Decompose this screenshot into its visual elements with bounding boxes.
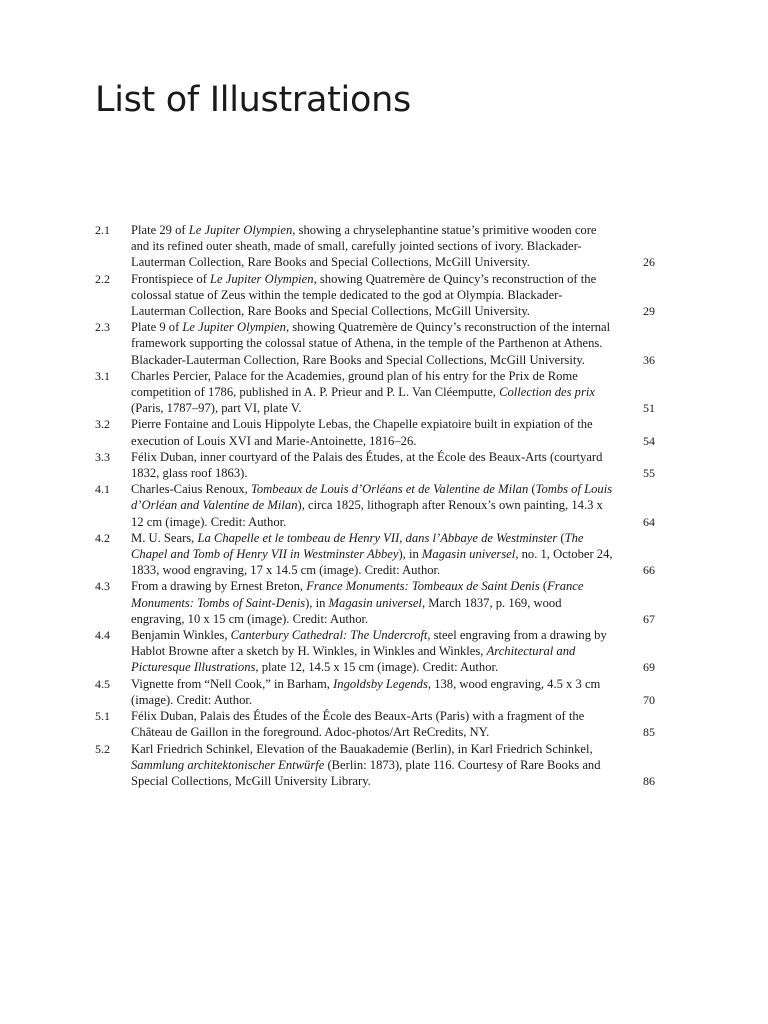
entry-page-number: 51 xyxy=(643,401,655,416)
caption-title-segment: Le Jupiter Olympien xyxy=(210,271,314,286)
caption-text-segment: Pierre Fontaine and Louis Hippolyte Lebas, the Chapelle expiatoire built in expiation of the execution of Louis XVI and Marie-Antoinette, 1816–26. xyxy=(131,417,593,448)
caption-title-segment: La Chapelle et le tombeau de Henry VII, dans l’Abbaye de Westminster xyxy=(197,530,558,545)
entry-number: 2.1 xyxy=(95,223,110,237)
caption-text-segment: , steel engraving from a drawing by Hablot Browne after a sketch by H. Winkles, in Winkles and Winkles, xyxy=(131,628,607,659)
entry-page-number: 67 xyxy=(643,611,655,626)
caption-text-segment: , no. 1, October 24, 1833, wood engraving, 17 x 14.5 cm (image). Credit: Author. xyxy=(131,547,613,578)
list-item xyxy=(95,741,655,790)
caption-title-segment: Sammlung architektonischer Entwürfe xyxy=(131,757,325,772)
caption-text-segment: , March 1837, p. 169, wood engraving, 10 x 15 cm (image). Credit: Author. xyxy=(131,595,562,626)
entry-caption xyxy=(131,481,613,530)
entry-number: 4.3 xyxy=(95,579,110,594)
caption-text-segment: Plate 9 of xyxy=(131,320,183,335)
caption-title-segment: Tombs of Louis d’Orléan and Valentine de Milan xyxy=(131,482,613,513)
caption-text-segment: ( xyxy=(528,482,536,497)
entry-page-number: 55 xyxy=(643,466,655,481)
list-item xyxy=(95,416,655,448)
entry-page-number: 36 xyxy=(643,352,655,367)
entry-number: 3.3 xyxy=(95,449,110,464)
list-item xyxy=(95,627,655,676)
entry-page-number: 86 xyxy=(643,773,655,788)
entry-number: 4.5 xyxy=(95,676,110,691)
entry-number: 4.2 xyxy=(95,530,110,545)
list-item xyxy=(95,319,655,368)
caption-title-segment: Architectural and Picturesque Illustrations xyxy=(131,644,576,675)
entry-caption xyxy=(131,416,613,448)
entry-caption xyxy=(131,578,613,627)
caption-title-segment: Magasin universel xyxy=(328,595,422,610)
caption-text-segment: ), in xyxy=(398,547,422,562)
list-item xyxy=(95,481,655,530)
entry-caption xyxy=(131,708,613,740)
caption-text-segment: , 138, wood engraving, 4.5 x 3 cm (image). Credit: Author. xyxy=(131,676,601,707)
caption-text-segment: From a drawing by Ernest Breton, xyxy=(131,579,307,594)
caption-title-segment: France Monuments: Tombeaux de Saint Denis xyxy=(306,579,540,594)
entry-page-number: 69 xyxy=(643,660,655,675)
caption-text-segment: ), in xyxy=(305,595,329,610)
entry-page-number: 54 xyxy=(643,433,655,448)
list-item xyxy=(95,530,655,579)
caption-text-segment: , showing a chryselephantine statue’s primitive wooden core and its refined outer sheath, made of small, carefully jointed sections of ivory. Blackader-Lauterman Collection, Rare Books and Special Collections, McGill University. xyxy=(131,223,597,270)
caption-text-segment: , showing Quatremère de Quincy’s reconstruction of the internal framework supporting the colossal statue of Athena, in the temple of the Parthenon at Athens. Blackader-Lauterman Collection, Rare Books and Special Collections, McGill University. xyxy=(131,320,611,367)
page-title: List of Illustrations xyxy=(95,80,411,120)
caption-text-segment: Félix Duban, Palais des Études of the École des Beaux-Arts (Paris) with a fragment of the Château de Gaillon in the foreground. Adoc-photos/Art ReCredits, NY. xyxy=(131,709,585,740)
entry-number: 5.2 xyxy=(95,741,110,756)
caption-text-segment: Frontispiece of xyxy=(131,271,211,286)
list-item xyxy=(95,222,655,271)
entry-number: 5.1 xyxy=(95,709,110,724)
caption-title-segment: The Chapel and Tomb of Henry VII in Westminster Abbey xyxy=(131,530,584,562)
entry-caption xyxy=(131,368,613,417)
caption-title-segment: Tombeaux de Louis d’Orléans et de Valentine de Milan xyxy=(250,482,529,497)
list-item xyxy=(95,708,655,740)
caption-title-segment: Magasin universel xyxy=(421,547,516,562)
caption-text-segment: M. U. Sears, xyxy=(131,530,198,545)
entry-caption xyxy=(131,530,613,579)
list-item xyxy=(95,271,655,320)
entry-page-number: 26 xyxy=(643,255,655,270)
entry-caption xyxy=(131,271,613,320)
entry-number: 3.2 xyxy=(95,417,110,432)
entry-number: 4.4 xyxy=(95,628,110,643)
caption-text-segment: Charles Percier, Palace for the Academies, ground plan of his entry for the Prix de Rome competition of 1786, published in A. P. Prieur and P. L. Van Cléemputte, xyxy=(131,368,578,400)
entry-caption xyxy=(131,222,613,271)
caption-title-segment: Ingoldsby Legends xyxy=(333,676,428,691)
entry-caption xyxy=(131,319,613,368)
caption-text-segment: ( xyxy=(557,530,565,545)
caption-text-segment: , plate 12, 14.5 x 15 cm (image). Credit: Author. xyxy=(255,660,499,675)
caption-text-segment: ), circa 1825, lithograph after Renoux’s own painting, 14.3 x 12 cm (image). Credit: Author. xyxy=(131,498,603,529)
entry-page-number: 29 xyxy=(643,304,655,319)
caption-text-segment: ( xyxy=(539,579,548,594)
entry-number: 2.3 xyxy=(95,320,110,335)
list-item xyxy=(95,368,655,417)
caption-title-segment: Collection des prix xyxy=(499,385,595,400)
caption-text-segment: Karl Friedrich Schinkel, Elevation of the Bauakademie (Berlin), in Karl Friedrich Schinkel, xyxy=(131,741,593,756)
list-item xyxy=(95,449,655,481)
caption-title-segment: Le Jupiter Olympien xyxy=(182,320,286,335)
caption-text-segment: Félix Duban, inner courtyard of the Palais des Études, at the École des Beaux-Arts (courtyard 1832, glass roof 1863). xyxy=(131,449,603,481)
entry-number: 2.2 xyxy=(95,271,110,286)
entry-number: 3.1 xyxy=(95,368,110,383)
entry-caption xyxy=(131,627,613,676)
caption-text-segment: , showing Quatremère de Quincy’s reconstruction of the colossal statue of Zeus within the temple dedicated to the god at Olympia. Blackader-Lauterman Collection, Rare Books and Special Collections, McGill University. xyxy=(131,271,597,319)
caption-text-segment: (Berlin: 1873), plate 116. Courtesy of Rare Books and Special Collections, McGill University Library. xyxy=(131,757,601,788)
entry-page-number: 70 xyxy=(643,692,655,707)
list-item xyxy=(95,578,655,627)
entry-page-number: 85 xyxy=(643,725,655,740)
illustrations-list xyxy=(95,222,655,789)
caption-title-segment: Canterbury Cathedral: The Undercroft xyxy=(230,628,428,643)
entry-caption xyxy=(131,741,613,790)
caption-text-segment: Charles-Caius Renoux, xyxy=(131,482,251,497)
list-item xyxy=(95,676,655,708)
caption-title-segment: Le Jupiter Olympien xyxy=(188,223,293,237)
caption-text-segment: Plate 29 of xyxy=(131,223,189,237)
entry-caption xyxy=(131,449,613,481)
entry-caption xyxy=(131,676,613,708)
caption-text-segment: Benjamin Winkles, xyxy=(131,628,231,643)
entry-page-number: 64 xyxy=(643,514,655,529)
caption-text-segment: (Paris, 1787–97), part VI, plate V. xyxy=(131,401,302,416)
entry-page-number: 66 xyxy=(643,563,655,578)
entry-number: 4.1 xyxy=(95,482,110,497)
caption-title-segment: France Monuments: Tombs of Saint-Denis xyxy=(131,579,584,610)
caption-text-segment: Vignette from “Nell Cook,” in Barham, xyxy=(131,676,334,691)
